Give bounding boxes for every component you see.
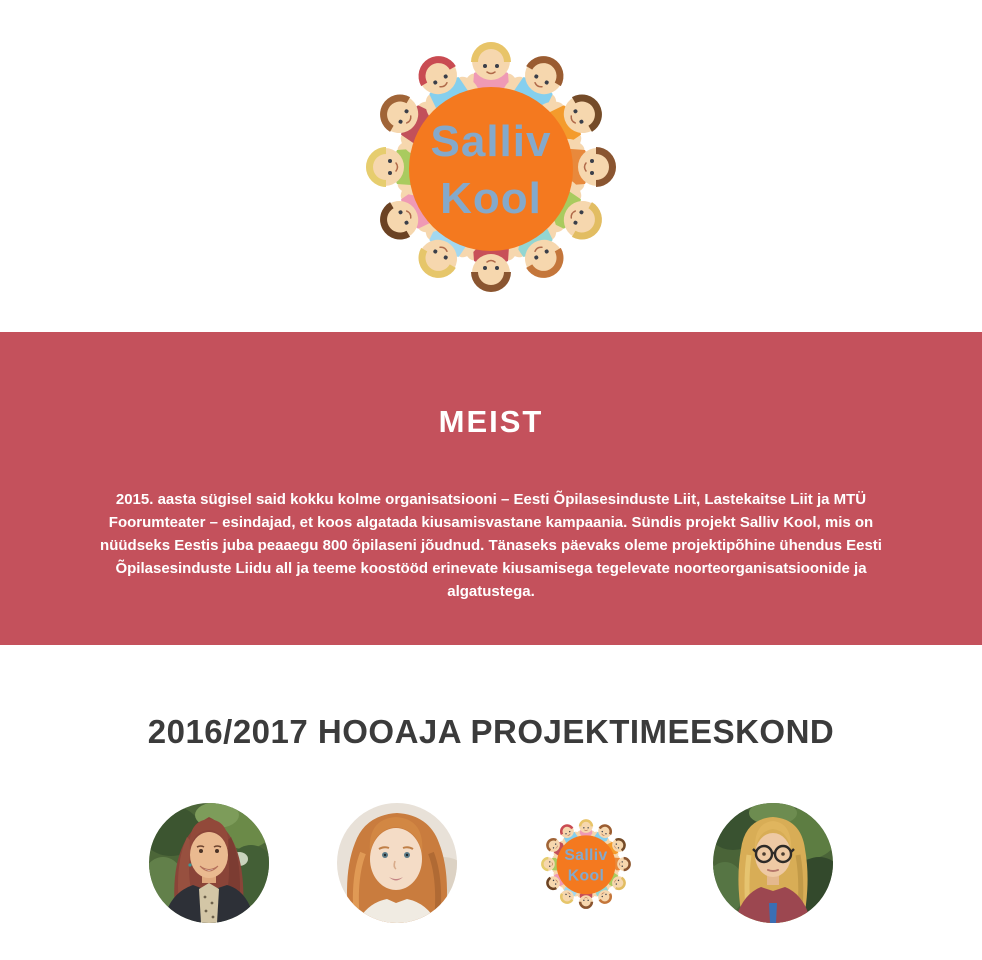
team-section bbox=[0, 713, 982, 923]
about-section bbox=[0, 332, 982, 645]
site-logo[interactable] bbox=[321, 8, 661, 320]
team-row bbox=[0, 803, 982, 923]
about-paragraph: 2015. aasta sügisel said kokku kolme organisatsiooni – Eesti Õpilasesinduste Liit, Lastekaitse Liit ja MTÜ Foorumteater – esindajad, et koos algatada kiusamisvastane kampaania. Sündis projekt Salliv Kool, mis on nüüdseks Eestis juba peaaegu 800 õpilaseni jõudnud. Tänaseks päevaks oleme projektipõhine ühendus Eesti Õpilasesinduste Liidu all ja teeme koostööd erinevate kiusamisega tegelevate noorteorganisatsioonide ja algatustega. bbox=[100, 491, 882, 600]
team-member-logo-slot bbox=[525, 803, 645, 923]
woman-auburn-hair-portrait bbox=[149, 803, 269, 923]
salliv-kool-logo-graphic bbox=[321, 8, 661, 320]
team-photo-1 bbox=[149, 803, 269, 923]
logo-title-line2: Kool bbox=[440, 174, 542, 223]
team-heading: 2016/2017 HOOAJA PROJEKTIMEESKOND bbox=[147, 713, 835, 750]
logo-orange-circle bbox=[409, 87, 573, 251]
team-photo-2 bbox=[337, 803, 457, 923]
team-photo-4 bbox=[713, 803, 833, 923]
logo-title-line1: Salliv bbox=[564, 847, 608, 865]
salliv-kool-logo-graphic bbox=[525, 807, 647, 919]
about-heading: MEIST bbox=[438, 404, 544, 439]
woman-blonde-glasses-portrait bbox=[713, 803, 833, 923]
woman-ginger-hair-portrait bbox=[337, 803, 457, 923]
logo-title-line1: Salliv bbox=[430, 117, 552, 166]
logo-orange-circle bbox=[557, 835, 616, 894]
logo-header bbox=[0, 0, 982, 332]
logo-title-line2: Kool bbox=[567, 867, 605, 885]
